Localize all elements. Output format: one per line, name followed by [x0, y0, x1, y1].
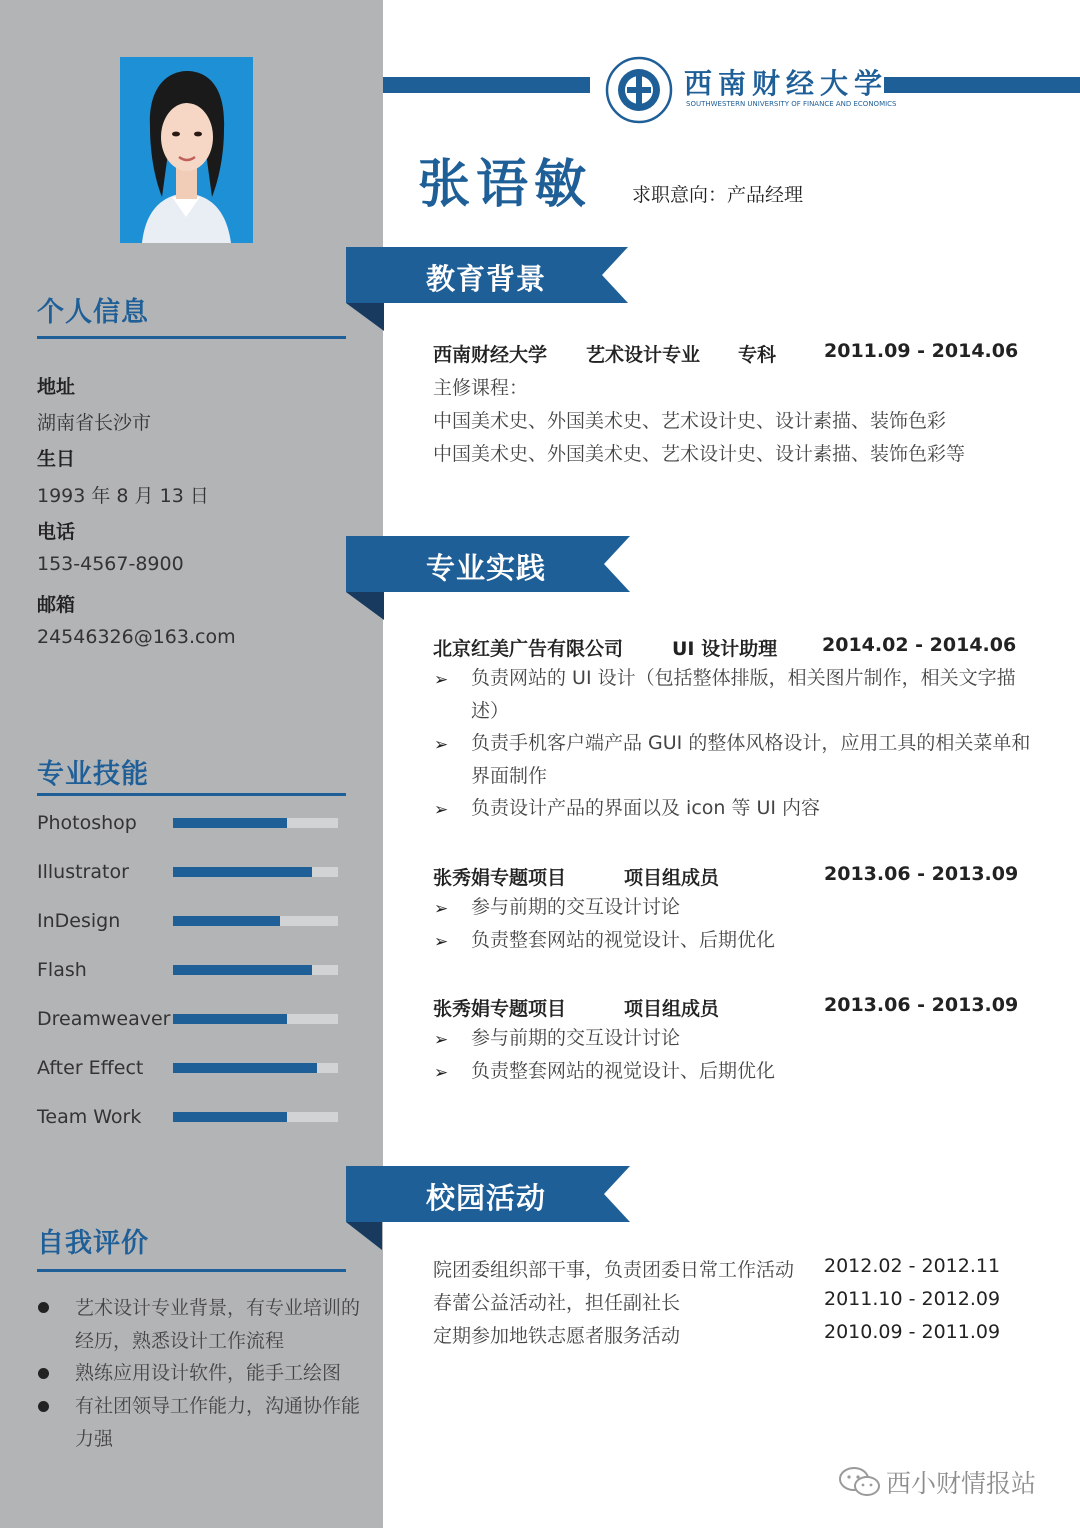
skill-name: Photoshop: [37, 812, 137, 834]
address-value: 湖南省长沙市: [37, 412, 152, 434]
bullet-dot: [38, 1368, 49, 1379]
practice-period: 2013.06 - 2013.09: [824, 863, 1019, 885]
skill-bar-fill: [173, 916, 280, 926]
skill-name: Illustrator: [37, 861, 129, 883]
edu-courses-line: 中国美术史、外国美术史、艺术设计史、设计素描、装饰色彩: [433, 410, 947, 432]
campus-item: 院团委组织部干事，负责团委日常工作活动: [433, 1259, 795, 1281]
address-label: 地址: [37, 376, 76, 398]
bullet-dot: [38, 1401, 49, 1412]
arrow-bullet-icon: ➢: [434, 735, 449, 755]
campus-period: 2011.10 - 2012.09: [824, 1288, 1001, 1310]
skill-bar-track: [173, 1112, 338, 1122]
skill-bar-fill: [173, 1112, 287, 1122]
self-eval-item: 熟练应用设计软件，能手工绘图: [75, 1362, 342, 1384]
header-bar-right: [884, 77, 1080, 93]
section-header-education: [346, 247, 630, 335]
birthday-label: 生日: [37, 448, 76, 470]
practice-period: 2014.02 - 2014.06: [822, 634, 1017, 656]
practice-item: 负责手机客户端产品 GUI 的整体风格设计，应用工具的相关菜单和界面制作: [471, 732, 1031, 787]
practice-period: 2013.06 - 2013.09: [824, 994, 1019, 1016]
skill-name: Dreamweaver: [37, 1008, 171, 1030]
personal-info-title: 个人信息: [37, 297, 149, 328]
skill-bar-fill: [173, 1063, 317, 1073]
education-title: 教育背景: [426, 262, 547, 296]
candidate-name: 张语敏: [418, 155, 593, 215]
watermark-text: 西小财情报站: [886, 1469, 1037, 1498]
sidebar: [0, 0, 383, 1528]
skill-bar-fill: [173, 867, 312, 877]
practice-org: 北京红美广告有限公司: [433, 638, 624, 660]
phone-label: 电话: [37, 521, 76, 543]
practice-item: 负责网站的 UI 设计（包括整体排版，相关图片制作，相关文字描述）: [471, 667, 1016, 722]
campus-title: 校园活动: [426, 1181, 547, 1215]
university-name-cn: 西南财经大学: [684, 67, 889, 100]
campus-item: 定期参加地铁志愿者服务活动: [433, 1325, 681, 1347]
campus-item: 春蕾公益活动社，担任副社长: [433, 1292, 681, 1314]
edu-major: 艺术设计专业: [586, 344, 701, 366]
practice-role: 项目组成员: [624, 867, 720, 889]
edu-courses-line: 中国美术史、外国美术史、艺术设计史、设计素描、装饰色彩等: [433, 443, 966, 465]
edu-degree: 专科: [738, 344, 777, 366]
self-eval-title: 自我评价: [37, 1228, 149, 1259]
email-label: 邮箱: [37, 594, 76, 616]
skill-name: InDesign: [37, 910, 121, 932]
bullet-dot: [38, 1302, 49, 1313]
campus-period: 2012.02 - 2012.11: [824, 1255, 1001, 1277]
skill-bar-track: [173, 867, 338, 877]
practice-item: 参与前期的交互设计讨论: [471, 896, 681, 918]
self-eval-divider: [37, 1269, 346, 1272]
self-eval-item: 艺术设计专业背景，有专业培训的经历，熟悉设计工作流程: [75, 1297, 361, 1352]
arrow-bullet-icon: ➢: [434, 670, 449, 690]
edu-period: 2011.09 - 2014.06: [824, 340, 1019, 362]
job-intent: 求职意向：产品经理: [632, 184, 804, 206]
section-header-practice: [346, 536, 630, 624]
university-seal-icon: [605, 56, 673, 124]
university-name-en: SOUTHWESTERN UNIVERSITY OF FINANCE AND ECONOMICS: [686, 100, 897, 108]
skills-divider: [37, 793, 346, 796]
email-value: 24546326@163.com: [37, 626, 236, 648]
practice-item: 参与前期的交互设计讨论: [471, 1027, 681, 1049]
self-eval-item: 有社团领导工作能力，沟通协作能力强: [75, 1395, 361, 1450]
skill-bar-track: [173, 965, 338, 975]
edu-courses-label: 主修课程：: [433, 377, 529, 399]
profile-photo: [120, 57, 253, 243]
practice-item: 负责整套网站的视觉设计、后期优化: [471, 1060, 776, 1082]
practice-org: 张秀娟专题项目: [433, 867, 567, 889]
phone-value: 153-4567-8900: [37, 553, 184, 575]
skill-bar-fill: [173, 965, 312, 975]
arrow-bullet-icon: ➢: [434, 1030, 449, 1050]
skill-bar-fill: [173, 1014, 287, 1024]
skill-bar-track: [173, 818, 338, 828]
practice-item: 负责设计产品的界面以及 icon 等 UI 内容: [471, 797, 821, 819]
skill-bar-track: [173, 1014, 338, 1024]
arrow-bullet-icon: ➢: [434, 1063, 449, 1083]
practice-title: 专业实践: [426, 551, 547, 585]
practice-item: 负责整套网站的视觉设计、后期优化: [471, 929, 776, 951]
section-header-campus: [346, 1166, 630, 1254]
campus-period: 2010.09 - 2011.09: [824, 1321, 1001, 1343]
header-bar-left: [383, 77, 590, 93]
skill-bar-track: [173, 916, 338, 926]
skill-name: Flash: [37, 959, 87, 981]
wechat-icon: [838, 1466, 882, 1498]
practice-org: 张秀娟专题项目: [433, 998, 567, 1020]
arrow-bullet-icon: ➢: [434, 899, 449, 919]
personal-info-divider: [37, 336, 346, 339]
skill-bar-fill: [173, 818, 287, 828]
arrow-bullet-icon: ➢: [434, 932, 449, 952]
skill-bar-track: [173, 1063, 338, 1073]
skill-name: Team Work: [37, 1106, 142, 1128]
practice-role: 项目组成员: [624, 998, 720, 1020]
skills-title: 专业技能: [37, 759, 149, 790]
skill-name: After Effect: [37, 1057, 144, 1079]
arrow-bullet-icon: ➢: [434, 800, 449, 820]
birthday-value: 1993 年 8 月 13 日: [37, 485, 209, 507]
edu-school: 西南财经大学: [433, 344, 548, 366]
practice-role: UI 设计助理: [672, 638, 778, 660]
